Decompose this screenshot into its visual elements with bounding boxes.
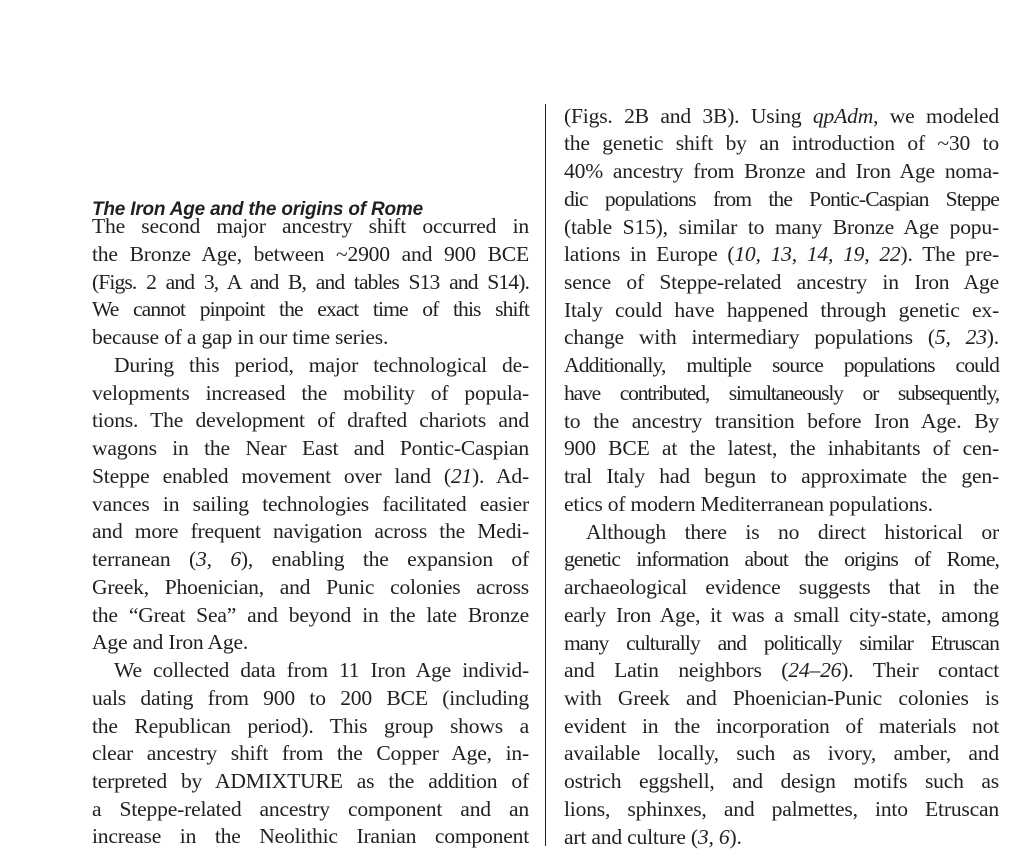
text-line: 900 BCE at the latest, the inhabitants of cen- [564,436,999,460]
text-line: evident in the incorporation of materials not [564,714,999,738]
text-line: with Greek and Phoenician-Punic colonies is [564,686,999,710]
text-line: ostrich eggshell, and design motifs such as [564,769,999,793]
text-line: the genetic shift by an introduction of ~30 to [564,131,999,155]
column-divider [545,104,546,846]
text-line: early Iron Age, it was a small city-state, among [564,603,999,627]
text-line: 40% ancestry from Bronze and Iron Age noma- [564,159,999,183]
text-line: lions, sphinxes, and palmettes, into Etruscan [564,797,999,821]
text-line: and Latin neighbors (24–26). Their contact [564,658,999,682]
text-line: velopments increased the mobility of popula- [92,381,529,405]
text-line: genetic information about the origins of Rome, [564,547,999,571]
section-heading: The Iron Age and the origins of Rome [92,199,423,220]
text-line: Greek, Phoenician, and Punic colonies across [92,575,529,599]
text-line: archaeological evidence suggests that in the [564,575,999,599]
text-line: We collected data from 11 Iron Age individ- [114,658,529,682]
text-line: lations in Europe (10, 13, 14, 19, 22). The pre- [564,242,999,266]
software-name: qpAdm [812,104,874,128]
citation-ref: 3, 6 [196,547,241,571]
text-line: Steppe enabled movement over land (21). Ad- [92,464,529,488]
text-line: (table S15), similar to many Bronze Age popu- [564,215,999,239]
text-line: We cannot pinpoint the exact time of this shift [92,297,529,321]
text-line: The second major ancestry shift occurred in [92,214,529,238]
text-line: Italy could have happened through genetic ex- [564,298,999,322]
text-line: terpreted by ADMIXTURE as the addition of [92,769,529,793]
text-line: to the ancestry transition before Iron Age. By [564,409,999,433]
text-line: Although there is no direct historical or [586,520,999,544]
citation-ref: 3, 6 [697,825,730,849]
text-line: art and culture (3, 6). [564,825,742,849]
citation-ref: 21 [450,464,473,488]
text-line: the Republican period). This group shows a [92,714,529,738]
citation-ref: 5, 23 [934,325,987,349]
text-line: the Bronze Age, between ~2900 and 900 BCE [92,242,529,266]
text-line: (Figs. 2 and 3, A and B, and tables S13 and S14). [92,270,529,294]
text-line: dic populations from the Pontic-Caspian Steppe [564,187,999,211]
text-line: sence of Steppe-related ancestry in Iron Age [564,270,999,294]
text-line: change with intermediary populations (5, 23). [564,325,999,349]
text-line: increase in the Neolithic Iranian component [92,824,529,848]
text-line: a Steppe-related ancestry component and an [92,797,529,821]
citation-ref: 10, 13, 14, 19, 22 [734,242,901,266]
text-line: tral Italy had begun to approximate the gen- [564,464,999,488]
text-line: uals dating from 900 to 200 BCE (including [92,686,529,710]
text-line: terranean (3, 6), enabling the expansion of [92,547,530,571]
text-line: have contributed, simultaneously or subsequently, [564,381,999,405]
text-line: clear ancestry shift from the Copper Age, in- [92,741,529,765]
text-line: wagons in the Near East and Pontic-Caspian [92,436,529,460]
text-line: because of a gap in our time series. [92,325,389,349]
text-line: vances in sailing technologies facilitated easier [92,492,529,516]
text-line: available locally, such as ivory, amber, and [564,741,999,765]
text-line: etics of modern Mediterranean populations. [564,492,933,516]
text-line: tions. The development of drafted chariots and [92,408,529,432]
text-line: and more frequent navigation across the Medi- [92,519,529,543]
text-line: (Figs. 2B and 3B). Using qpAdm, we modeled [564,104,999,128]
text-line: Age and Iron Age. [92,630,249,654]
text-line: the “Great Sea” and beyond in the late Bronze [92,603,529,627]
text-line: Additionally, multiple source populations could [564,353,999,377]
text-line: During this period, major technological de- [114,353,529,377]
text-line: many culturally and politically similar Etruscan [564,631,999,655]
citation-ref: 24–26 [788,658,842,682]
